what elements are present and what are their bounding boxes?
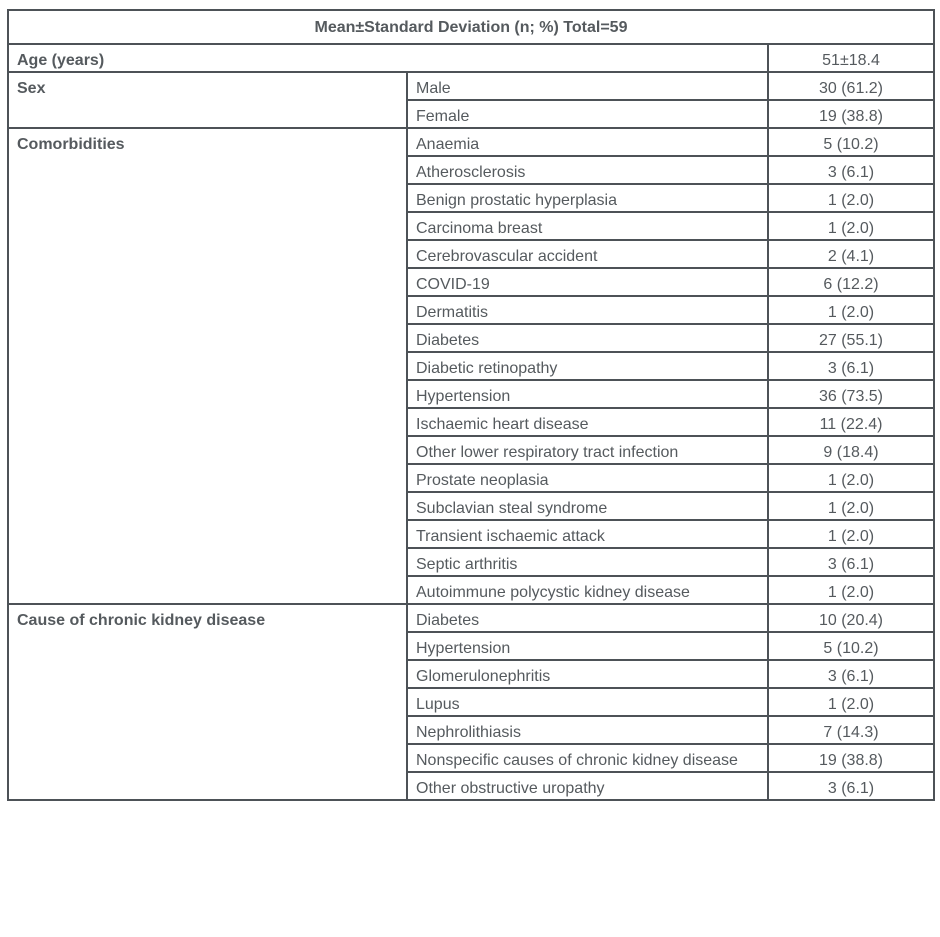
row-item-label: Hypertension — [407, 380, 768, 408]
header-row — [8, 10, 934, 44]
demographics-table — [7, 9, 935, 801]
row-item-label: Diabetes — [407, 604, 768, 632]
table-header: Mean±Standard Deviation (n; %) Total=59 — [8, 10, 934, 44]
row-item-value: 36 (73.5) — [768, 380, 934, 408]
row-item-label: Other lower respiratory tract infection — [407, 436, 768, 464]
row-item-label: Subclavian steal syndrome — [407, 492, 768, 520]
row-item-value: 1 (2.0) — [768, 212, 934, 240]
row-item-value: 27 (55.1) — [768, 324, 934, 352]
row-item-value: 19 (38.8) — [768, 100, 934, 128]
row-item-value: 1 (2.0) — [768, 296, 934, 324]
row-item-label: Diabetic retinopathy — [407, 352, 768, 380]
row-item-label: Female — [407, 100, 768, 128]
row-item-label: Carcinoma breast — [407, 212, 768, 240]
row-item-label: Nephrolithiasis — [407, 716, 768, 744]
row-item-label: Ischaemic heart disease — [407, 408, 768, 436]
row-item-value: 7 (14.3) — [768, 716, 934, 744]
row-item-label: Hypertension — [407, 632, 768, 660]
row-item-label: Lupus — [407, 688, 768, 716]
ckd-cause-group-label: Cause of chronic kidney disease — [8, 604, 407, 800]
row-item-label: Cerebrovascular accident — [407, 240, 768, 268]
row-item-value: 30 (61.2) — [768, 72, 934, 100]
row-item-value: 3 (6.1) — [768, 548, 934, 576]
row-item-value: 5 (10.2) — [768, 128, 934, 156]
age-label: Age (years) — [8, 44, 768, 72]
row-item-label: Anaemia — [407, 128, 768, 156]
table-row — [8, 72, 934, 100]
row-item-label: Prostate neoplasia — [407, 464, 768, 492]
row-item-value: 10 (20.4) — [768, 604, 934, 632]
table-row — [8, 604, 934, 632]
row-item-label: Other obstructive uropathy — [407, 772, 768, 800]
row-item-label: Transient ischaemic attack — [407, 520, 768, 548]
row-item-label: COVID-19 — [407, 268, 768, 296]
row-item-value: 11 (22.4) — [768, 408, 934, 436]
row-item-value: 3 (6.1) — [768, 156, 934, 184]
row-item-value: 1 (2.0) — [768, 520, 934, 548]
row-item-value: 1 (2.0) — [768, 576, 934, 604]
row-item-label: Nonspecific causes of chronic kidney disease — [407, 744, 768, 772]
row-item-label: Diabetes — [407, 324, 768, 352]
row-item-value: 9 (18.4) — [768, 436, 934, 464]
comorbidities-group-label: Comorbidities — [8, 128, 407, 604]
row-item-label: Male — [407, 72, 768, 100]
row-item-value: 3 (6.1) — [768, 772, 934, 800]
row-item-value: 3 (6.1) — [768, 660, 934, 688]
row-item-label: Atherosclerosis — [407, 156, 768, 184]
age-value: 51±18.4 — [768, 44, 934, 72]
age-row — [8, 44, 934, 72]
table-row — [8, 128, 934, 156]
row-item-value: 1 (2.0) — [768, 688, 934, 716]
row-item-value: 1 (2.0) — [768, 184, 934, 212]
row-item-label: Glomerulonephritis — [407, 660, 768, 688]
row-item-value: 6 (12.2) — [768, 268, 934, 296]
row-item-value: 1 (2.0) — [768, 492, 934, 520]
row-item-label: Septic arthritis — [407, 548, 768, 576]
row-item-label: Dermatitis — [407, 296, 768, 324]
row-item-value: 19 (38.8) — [768, 744, 934, 772]
row-item-value: 3 (6.1) — [768, 352, 934, 380]
row-item-label: Autoimmune polycystic kidney disease — [407, 576, 768, 604]
row-item-label: Benign prostatic hyperplasia — [407, 184, 768, 212]
row-item-value: 5 (10.2) — [768, 632, 934, 660]
row-item-value: 1 (2.0) — [768, 464, 934, 492]
row-item-value: 2 (4.1) — [768, 240, 934, 268]
sex-group-label: Sex — [8, 72, 407, 128]
table-body — [8, 44, 934, 800]
